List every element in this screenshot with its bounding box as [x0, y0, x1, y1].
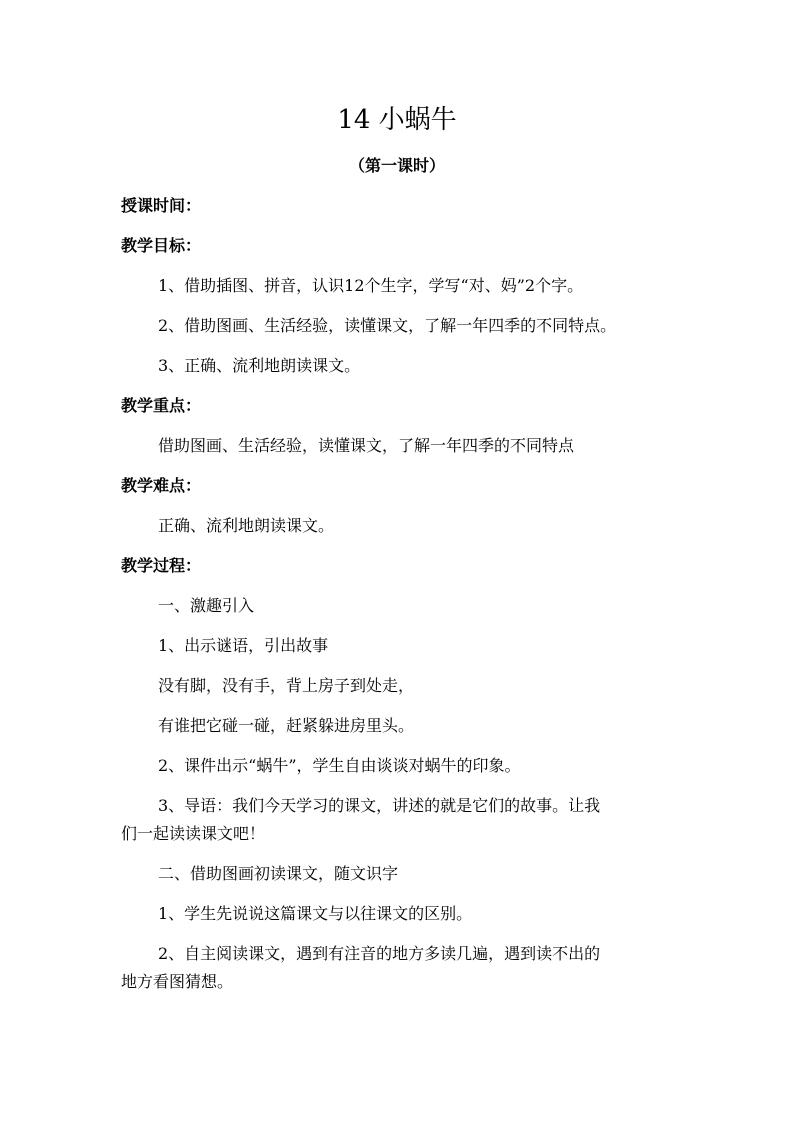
process-step-heading: 一、激趣引入 [158, 596, 255, 615]
teaching-time-heading: 授课时间： [121, 196, 202, 215]
process-paragraph: 2、自主阅读课文，遇到有注音的地方多读几遍，遇到读不出的 [158, 944, 601, 963]
lesson-period: （第一课时） [348, 156, 445, 175]
key-points-heading: 教学重点： [121, 396, 202, 415]
process-paragraph-continued: 们一起读读课文吧！ [121, 824, 266, 843]
process-paragraph: 3、导语：我们今天学习的课文，讲述的就是它们的故事。让我 [158, 796, 601, 815]
process-paragraph: 2、课件出示“蜗牛”，学生自由谈谈对蜗牛的印象。 [158, 756, 521, 775]
process-heading: 教学过程： [121, 556, 202, 575]
riddle-line: 没有脚，没有手，背上房子到处走， [158, 676, 415, 695]
process-paragraph: 1、学生先说说这篇课文与以往课文的区别。 [158, 904, 473, 923]
document-title: 14 小蜗牛 [337, 105, 457, 135]
riddle-line: 有谁把它碰一碰，赶紧躲进房里头。 [158, 716, 415, 735]
difficulty-heading: 教学难点： [121, 476, 202, 495]
difficulty-text: 正确、流利地朗读课文。 [158, 516, 335, 535]
objective-item: 1、借助插图、拼音，认识12个生字，学写“对、妈”2个字。 [158, 276, 584, 295]
process-paragraph-continued: 地方看图猜想。 [121, 972, 234, 991]
process-paragraph: 1、出示谜语，引出故事 [158, 636, 329, 655]
process-step-heading: 二、借助图画初读课文，随文识字 [158, 864, 399, 883]
key-points-text: 借助图画、生活经验，读懂课文，了解一年四季的不同特点 [158, 436, 575, 455]
objectives-heading: 教学目标： [121, 236, 202, 255]
objective-item: 2、借助图画、生活经验，读懂课文，了解一年四季的不同特点。 [158, 316, 617, 335]
objective-item: 3、正确、流利地朗读课文。 [158, 356, 361, 375]
